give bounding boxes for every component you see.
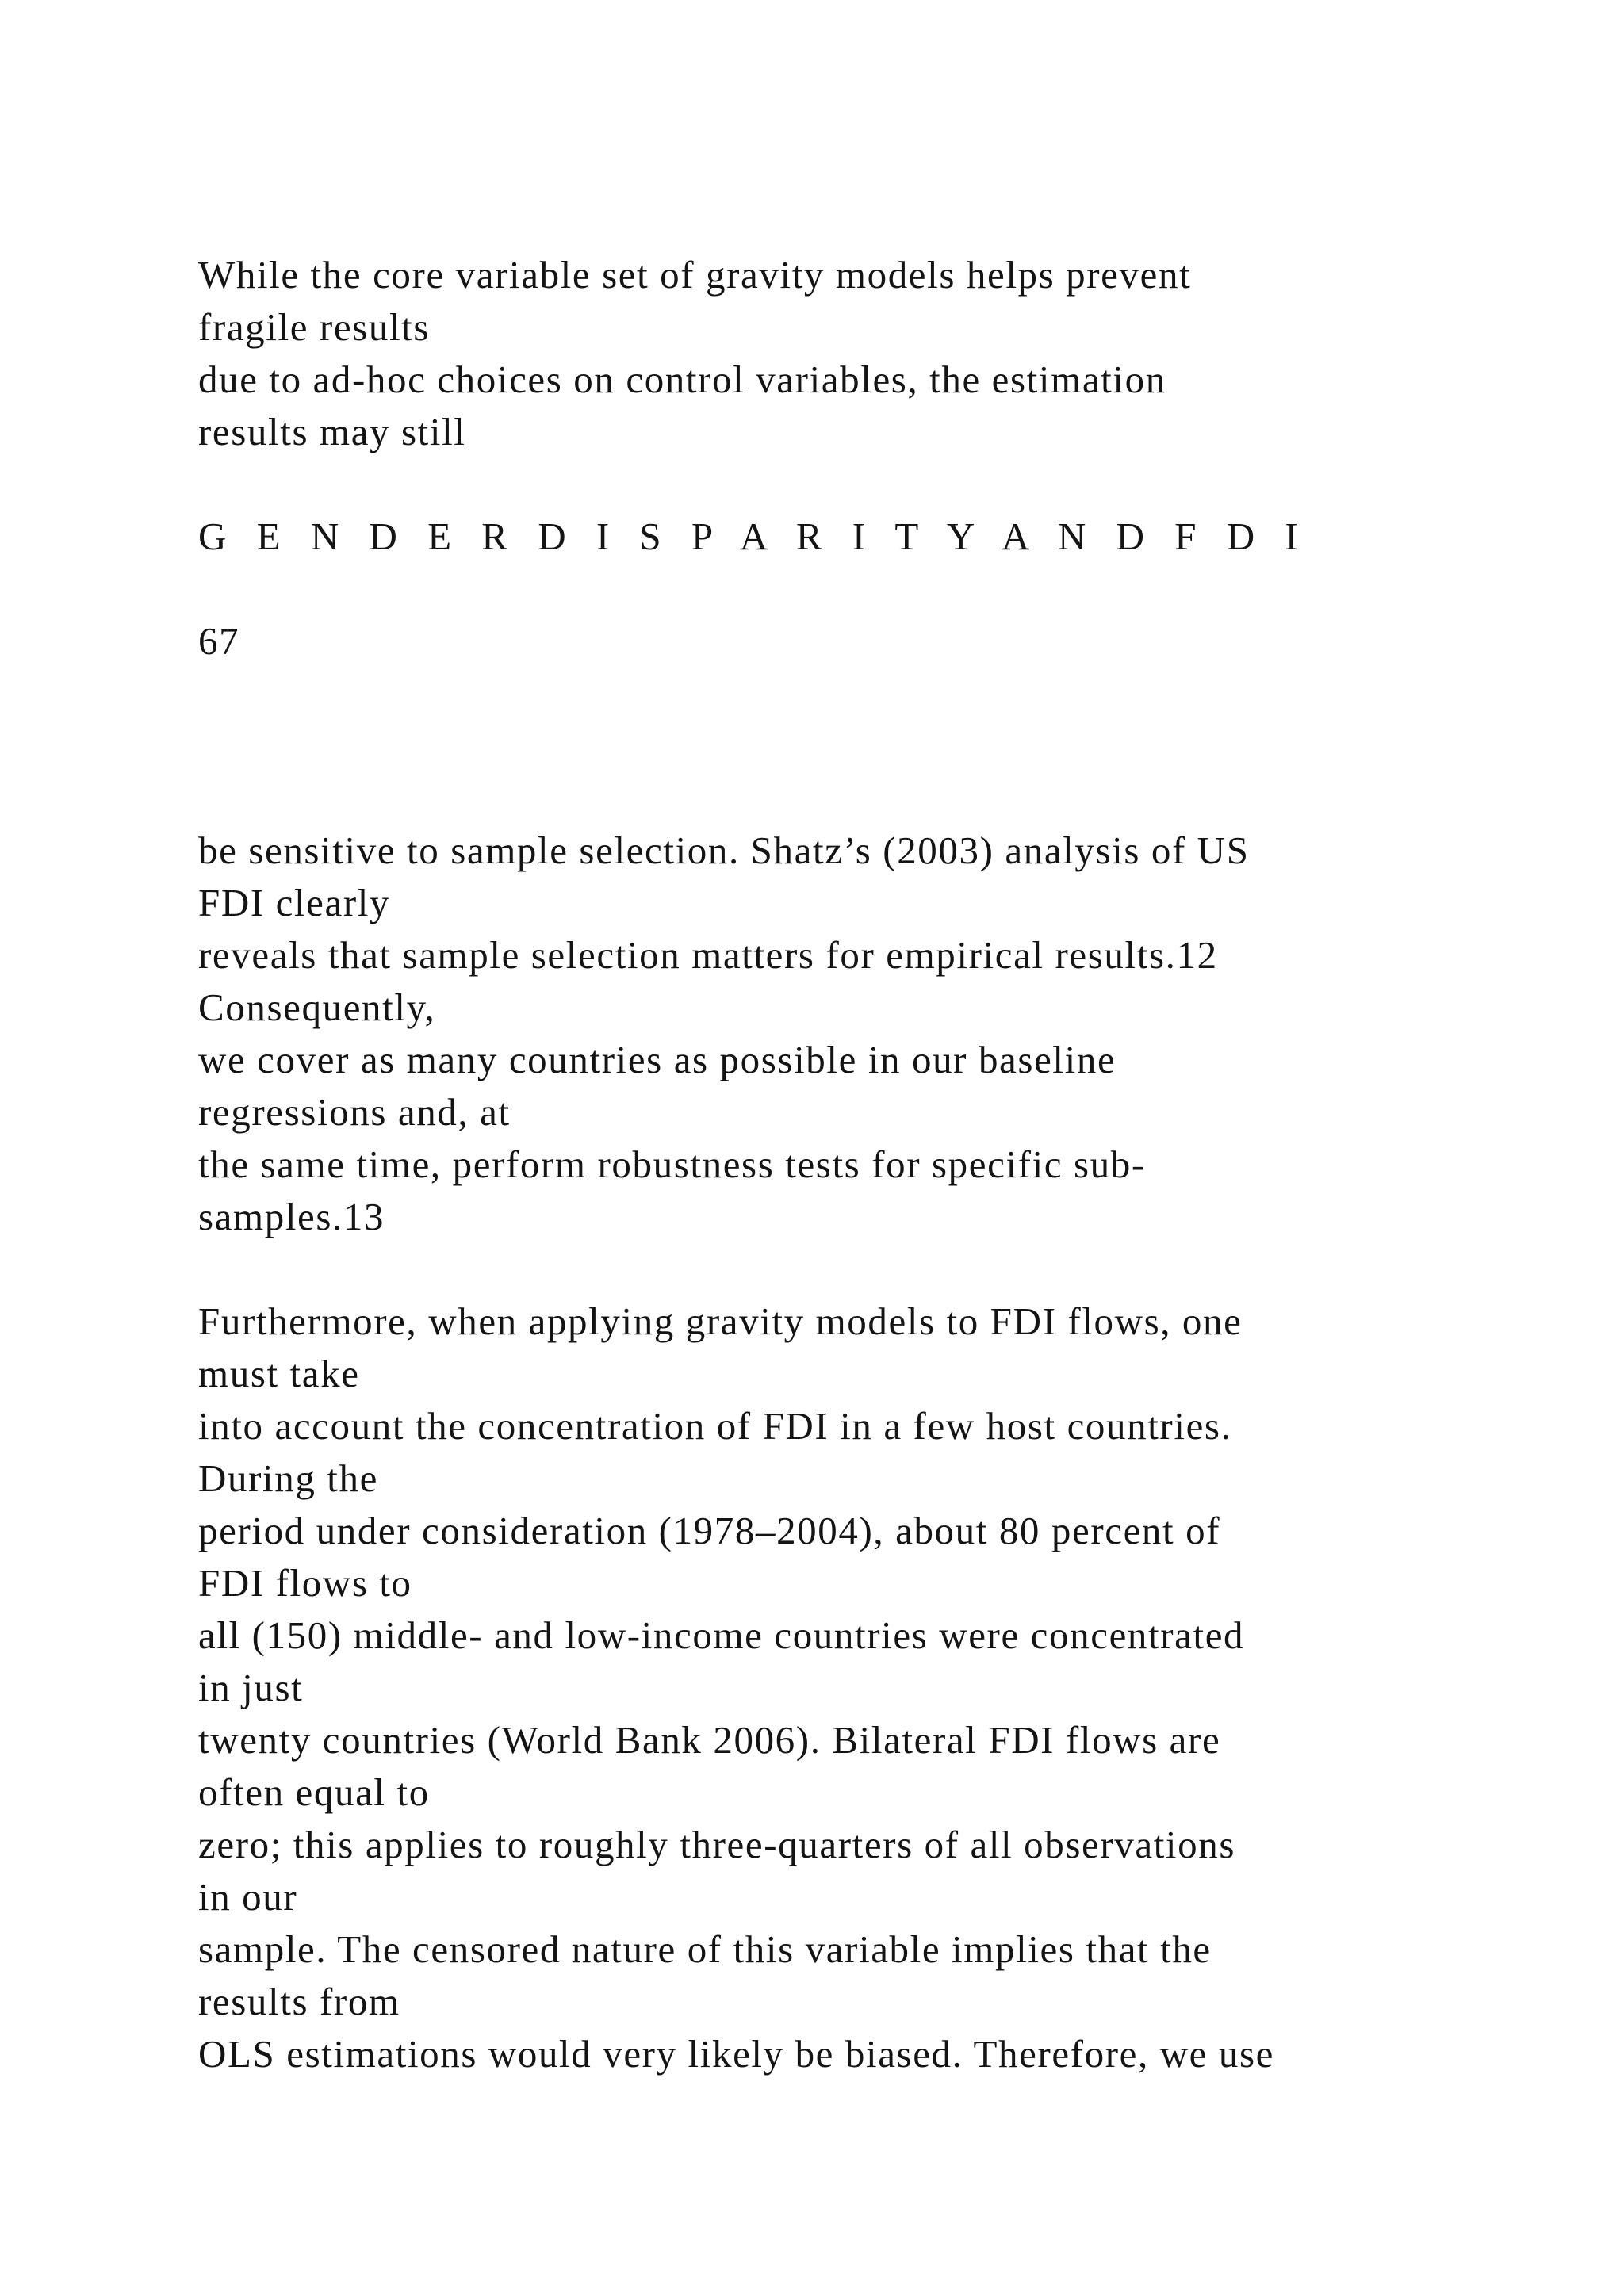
paragraph-3-line-4: During the — [198, 1456, 378, 1500]
paragraph-1-line-2: fragile results — [198, 305, 431, 349]
paragraph-3-line-13: sample. The censored nature of this variable implies that the — [198, 1927, 1212, 1971]
paragraph-3-line-9: twenty countries (World Bank 2006). Bilateral FDI flows are — [198, 1718, 1221, 1762]
paragraph-3-line-6: FDI flows to — [198, 1561, 412, 1605]
paragraph-3-line-10: often equal to — [198, 1770, 430, 1814]
paragraph-1-line-3: due to ad-hoc choices on control variables, the estimation — [198, 358, 1166, 401]
running-header: G E N D E R D I S P A R I T Y A N D F D I — [198, 515, 1308, 558]
paragraph-1-line-4: results may still — [198, 410, 466, 453]
paragraph-1-line-1: While the core variable set of gravity models helps prevent — [198, 253, 1192, 297]
paragraph-2-line-3: reveals that sample selection matters for empirical results.12 — [198, 933, 1218, 977]
paragraph-2-line-4: Consequently, — [198, 985, 436, 1029]
paragraph-3-line-11: zero; this applies to roughly three-quarters of all observations — [198, 1823, 1235, 1866]
paragraph-3-line-15: OLS estimations would very likely be biased. Therefore, we use — [198, 2032, 1275, 2076]
paragraph-3-line-12: in our — [198, 1875, 298, 1919]
paragraph-3-line-3: into account the concentration of FDI in a few host countries. — [198, 1404, 1232, 1448]
page-number: 67 — [198, 619, 240, 663]
paragraph-2-line-1: be sensitive to sample selection. Shatz’s (2003) analysis of US — [198, 828, 1250, 872]
paragraph-3-line-5: period under consideration (1978–2004), about 80 percent of — [198, 1509, 1221, 1552]
paragraph-3-line-8: in just — [198, 1666, 304, 1709]
paragraph-2-line-8: samples.13 — [198, 1195, 385, 1238]
paragraph-3-line-2: must take — [198, 1352, 360, 1395]
paragraph-3-line-14: results from — [198, 1980, 400, 2023]
paragraph-3-line-1: Furthermore, when applying gravity models to FDI flows, one — [198, 1299, 1243, 1343]
paragraph-2-line-2: FDI clearly — [198, 881, 391, 924]
paragraph-3-line-7: all (150) middle- and low-income countries were concentrated — [198, 1613, 1245, 1657]
paragraph-2-line-5: we cover as many countries as possible in our baseline — [198, 1038, 1116, 1081]
paragraph-2-line-6: regressions and, at — [198, 1090, 511, 1134]
paragraph-2-line-7: the same time, perform robustness tests for specific sub- — [198, 1142, 1146, 1186]
